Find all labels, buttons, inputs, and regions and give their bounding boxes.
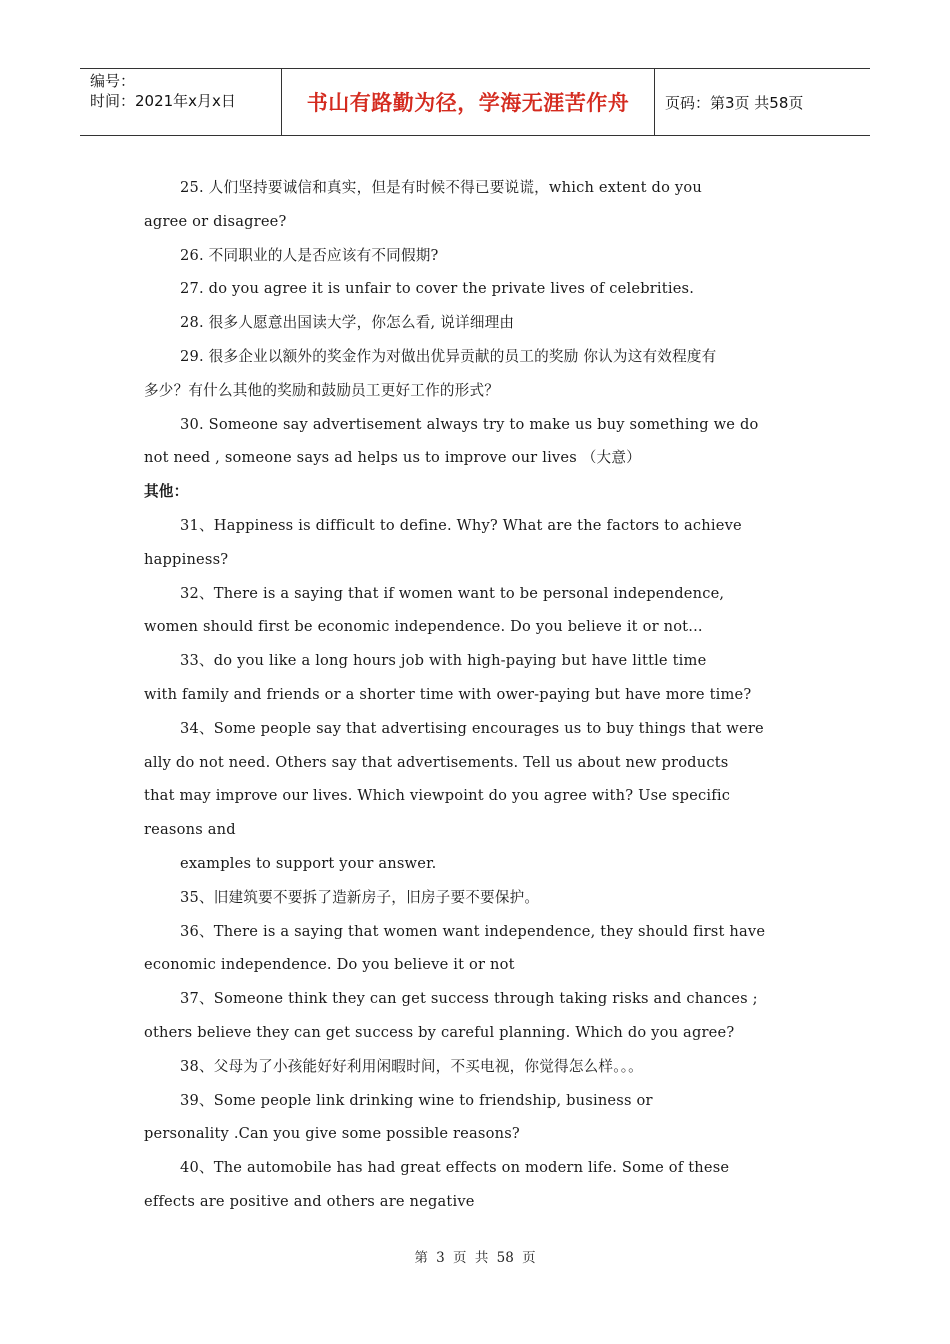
text-line: with family and friends or a shorter time with ower-paying but have more time?	[144, 685, 752, 703]
text-line: agree or disagree?	[144, 212, 287, 230]
text-line: effects are positive and others are negative	[144, 1192, 475, 1210]
text-line: personality .Can you give some possible reasons?	[144, 1125, 520, 1143]
text-line: 34、Some people say that advertising encourages us to buy things that were	[180, 719, 764, 737]
text-line: 37、Someone think they can get success through taking risks and chances ;	[180, 990, 758, 1008]
section-heading: 其他：	[144, 483, 189, 501]
text-line: 28. 很多人愿意出国读大学，你怎么看, 说详细理由	[180, 314, 515, 332]
text-line: not need , someone says ad helps us to improve our lives （大意）	[144, 449, 641, 467]
page-footer: 第 3 页 共 58 页	[414, 1250, 536, 1266]
text-line: 30. Someone say advertisement always try to make us buy something we do	[180, 415, 759, 433]
text-line: women should first be economic independence. Do you believe it or not...	[144, 618, 703, 636]
text-line: 33、do you like a long hours job with high-paying but have little time	[180, 652, 707, 670]
text-line: 27. do you agree it is unfair to cover the private lives of celebrities.	[180, 280, 695, 298]
date-label: 时间：2021年x月x日	[90, 92, 236, 110]
header-page-info: 页码：第3页 共58页	[665, 93, 804, 112]
document-body	[144, 171, 804, 1219]
text-line: 26. 不同职业的人是否应该有不同假期?	[180, 246, 439, 264]
text-line: others believe they can get success by careful planning. Which do you agree?	[144, 1023, 735, 1041]
text-line: 25. 人们坚持要诚信和真实，但是有时候不得已要说谎，which extent do you	[180, 179, 702, 196]
text-line: 39、Some people link drinking wine to friendship, business or	[180, 1091, 653, 1109]
text-line: ally do not need. Others say that advertisements. Tell us about new products	[144, 753, 729, 771]
text-line: 29. 很多企业以额外的奖金作为对做出优异贡献的员工的奖励 你认为这有效程度有	[180, 347, 717, 365]
text-line: 40、The automobile has had great effects on modern life. Some of these	[180, 1159, 730, 1177]
text-line: 32、There is a saying that if women want to be personal independence,	[180, 584, 725, 602]
text-line: 36、There is a saying that women want independence, they should first have	[180, 922, 766, 940]
text-line: economic independence. Do you believe it or not	[144, 956, 515, 974]
text-line: 31、Happiness is difficult to define. Why? What are the factors to achieve	[180, 516, 742, 534]
text-line: 38、父母为了小孩能好好利用闲暇时间，不买电视，你觉得怎么样。。。	[180, 1057, 643, 1075]
text-line: that may improve our lives. Which viewpoint do you agree with? Use specific	[144, 787, 731, 805]
text-line: examples to support your answer.	[180, 854, 437, 872]
page-header	[80, 68, 870, 136]
text-line: happiness?	[144, 550, 229, 568]
text-line: reasons and	[144, 821, 236, 839]
header-motto: 书山有路勤为径，学海无涯苦作舟	[282, 69, 655, 135]
number-label: 编号：	[90, 72, 136, 90]
text-line: 35、旧建筑要不要拆了造新房子，旧房子要不要保护。	[180, 888, 540, 906]
header-meta	[80, 69, 282, 135]
text-line: 多少？有什么其他的奖励和鼓励员工更好工作的形式？	[144, 381, 500, 399]
